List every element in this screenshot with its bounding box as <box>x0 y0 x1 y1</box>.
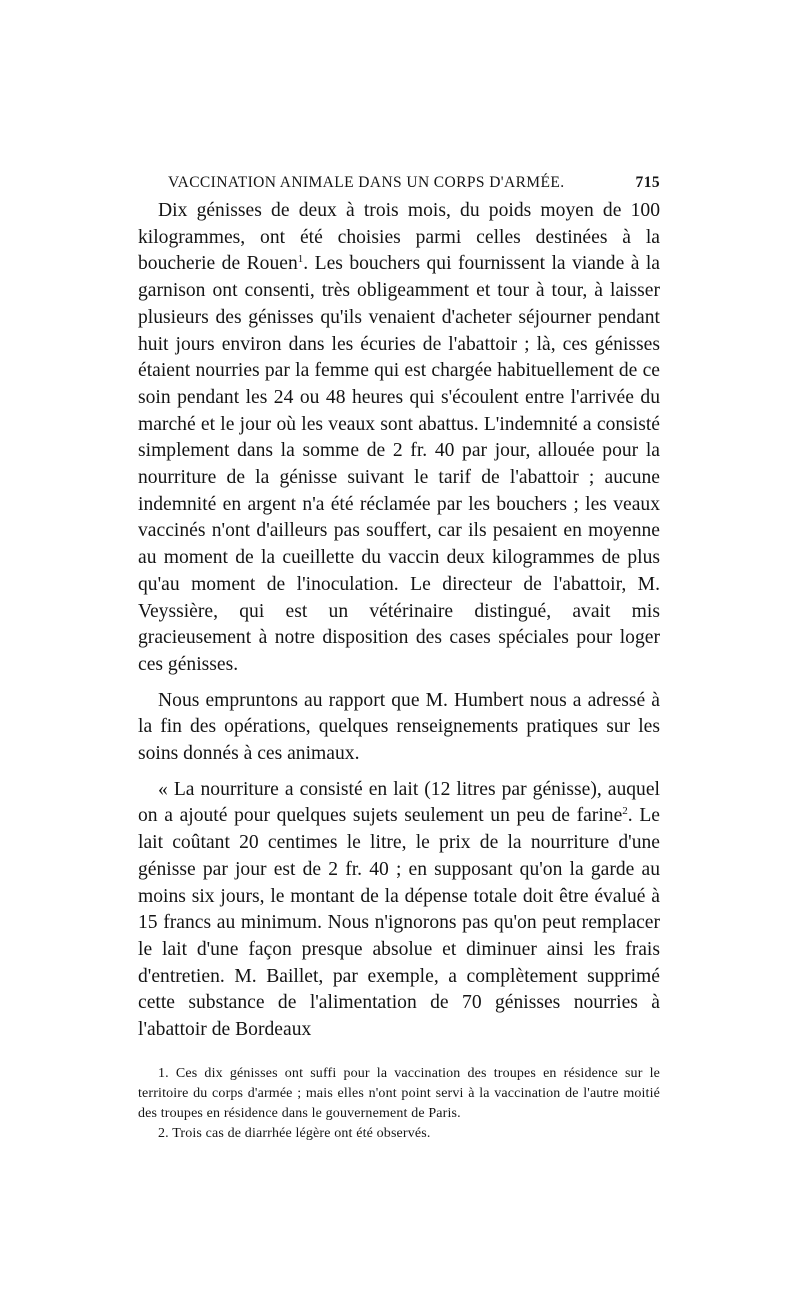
paragraph-text: Dix génisses de deux à trois mois, du poids moyen de 100 kilogrammes, ont été choisies parmi celles destinées à la boucherie de Rouen <box>138 200 660 275</box>
paragraph-feeding <box>138 777 660 1044</box>
running-header <box>138 168 660 198</box>
paragraph-report: Nous empruntons au rapport que M. Humbert nous a adressé à la fin des opérations, quelques renseignements pratiques sur les soins donnés à ces animaux. <box>138 689 660 765</box>
paragraph-text: . Les bouchers qui fournissent la viande à la garnison ont consenti, très obligeamment et tour à tour, à laisser plusieurs des génisses qu'ils venaient d'acheter séjourner pendant huit jours environ dans les écuries de l'abattoir ; là, ces génisses étaient nourries par la femme qui est chargée habituellement de ce soin pendant les 24 ou 48 heures qui s'écoulent entre l'arrivée du marché et le jour où les veaux sont abattus. L'indemnité a consisté simplement dans la somme de 2 fr. 40 par jour, allouée pour la nourriture de la génisse suivant le tarif de l'abattoir ; aucune indemnité en argent n'a été réclamée par les bouchers ; les veaux vaccinés n'ont d'ailleurs pas souffert, car ils pesaient en moyenne au moment de la cueillette du vaccin deux kilogrammes de plus qu'au moment de l'inoculation. Le directeur de l'abattoir, M. Veyssière, qui est un vétérinaire distingué, avait mis gracieusement à notre disposition des cases spéciales pour loger ces génisses. <box>138 253 661 675</box>
footnote-1: 1. Ces dix génisses ont suffi pour la vaccination des troupes en résidence sur le territoire du corps d'armée ; mais elles n'ont point servi à la vaccination de l'autre moitié des troupes en résidence dans le gouvernement de Paris. <box>138 1065 660 1121</box>
footnote-2: 2. Trois cas de diarrhée légère ont été observés. <box>158 1125 431 1141</box>
book-page <box>138 168 660 1144</box>
page-number: 715 <box>635 174 660 191</box>
running-title: VACCINATION ANIMALE DANS UN CORPS D'ARMÉE. <box>168 174 565 191</box>
paragraph-heifers <box>138 198 660 679</box>
paragraph-text: « La nourriture a consisté en lait (12 litres par génisse), auquel on a ajouté pour quelques sujets seulement un peu de farine <box>138 778 660 827</box>
footnotes <box>138 1064 660 1144</box>
paragraph-text: . Le lait coûtant 20 centimes le litre, le prix de la nourriture d'une génisse par jour est de 2 fr. 40 ; en supposant qu'on la garde au moins six jours, le montant de la dépense totale doit être évalué à 15 francs au minimum. Nous n'ignorons pas qu'on peut remplacer le lait d'une façon presque absolue et diminuer ainsi les frais d'entretien. M. Baillet, par exemple, a complètement supprimé cette substance de l'alimentation de 70 génisses nourries à l'abattoir de Bordeaux <box>138 805 660 1041</box>
footnote-ref-1[interactable]: 1 <box>297 253 304 266</box>
footnote-ref-2[interactable]: 2 <box>622 805 628 818</box>
